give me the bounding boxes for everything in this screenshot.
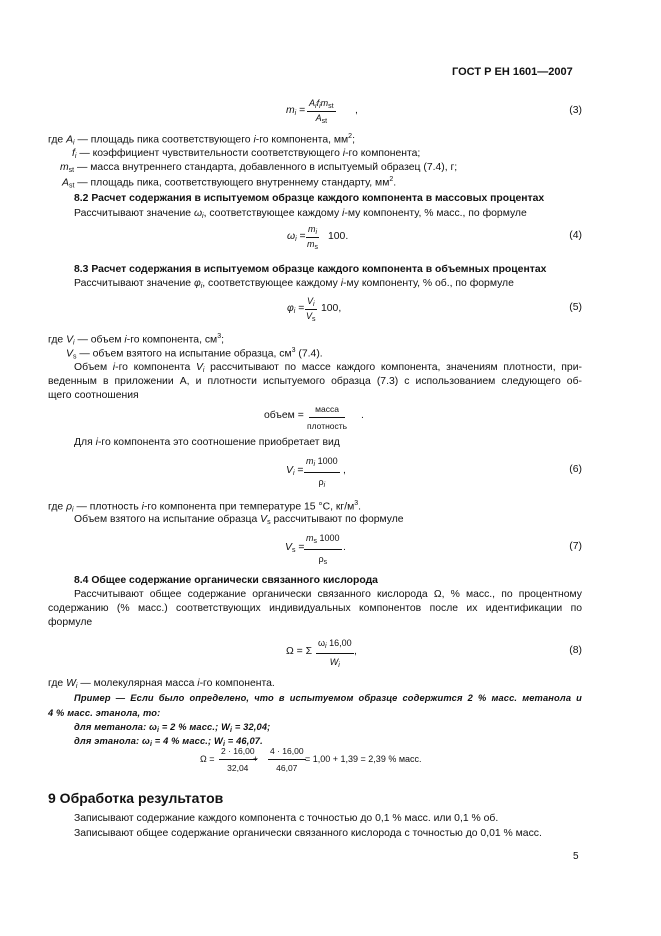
formula-6-number: (6) [569,464,582,475]
formula-4-tail: 100. [328,231,349,242]
formula-8-fraction: $\frac{\omega_i 16,00}{W_i}$ [318,638,352,669]
section-8-2-heading: 8.2 Расчет содержания в испытуемом образце каждого компонента в массовых процентах [74,193,545,204]
example-formula-lhs: Ω = [200,754,215,764]
formula-7-lhs: $V_s$ = [285,542,305,554]
paragraph-line: Для i-го компонента это соотношение приобретает вид [74,437,340,448]
paragraph-line: веденным в приложении А, и плотности испытуемого образца (7.3) с использованием следующего об- [48,376,582,387]
formula-5-tail: 100, [321,303,342,314]
definition-line: где $A_i$ — площадь пика соответствующего i-го компонента, $мм^2$; [48,133,355,147]
formula-3-fraction: $A_if_im_{st}$ $A_{st}$ [309,98,334,125]
volume-relation-lhs: объем = [264,410,304,421]
formula-8-lhs: Ω = Σ [286,646,313,657]
example-fraction-2: $\frac{4 \cdot 16,00}{46,07}$ [270,746,304,773]
paragraph-line: Записывают содержание каждого компонента с точностью до 0,1 % масс. или 0,1 % об. [74,813,499,824]
definition-line: $m_{st}$ — масса внутреннего стандарта, добавленного в испытуемый образец (7.4), г; [60,162,458,174]
formula-7-number: (7) [569,541,582,552]
formula-3-tail: , [355,105,358,116]
definition-line: $f_i$ — коэффициент чувствительности соответствующего i-го компонента; [72,148,421,160]
formula-6-fraction: $\frac{m_i 1000}{\rho_i}$ [306,456,338,489]
paragraph-line: Рассчитывают общее содержание органически связанного кислорода Ω, % масс., по процентному [74,589,582,600]
paragraph-line: Объем i-го компонента $V_i$ рассчитывают по массе каждого компонента, значениям плотности, при- [74,362,582,374]
formula-7-tail: . [343,542,346,553]
definition-line: где $\rho_i$ — плотность i-го компонента при температуре 15 °С, $кг/м^3$. [48,500,362,514]
document-code: ГОСТ Р ЕН 1601—2007 [452,66,573,78]
example-line: для метанола: $\omega_i = 2$ % масс.; $W_i = 32,04$; [74,722,271,734]
definition-line: $V_s$ — объем взятого на испытание образца, $см^3$ (7.4). [66,347,323,361]
formula-3-lhs: $m_i$ = [286,105,306,117]
formula-5-number: (5) [569,302,582,313]
formula-6-tail: , [343,465,346,476]
example-fraction-1: $\frac{2 \cdot 16,00}{32,04}$ [221,746,255,773]
section-8-3-heading: 8.3 Расчет содержания в испытуемом образце каждого компонента в объемных процентах [74,264,547,275]
paragraph-line: Объем взятого на испытание образца $V_s$ рассчитывают по формуле [74,514,404,526]
example-line: Пример — Если было определено, что в испытуемом образце содержится 2 % масс. метанола и [74,693,582,703]
formula-4-fraction: $\frac{m_i}{m_s}$ [307,224,319,251]
formula-4-lhs: $\omega_i$ = [287,231,306,243]
formula-8-number: (8) [569,645,582,656]
example-result: = 1,00 + 1,39 = 2,39 % масс. [305,754,422,764]
definition-line: $A_{st}$ — площадь пика, соответствующего внутреннему стандарту, $мм^2$. [62,176,397,190]
example-line: для этанола: $\omega_i = 4$ % масс.; $W_i = 46,07$. [74,736,263,748]
section-9-heading: 9 Обработка результатов [48,790,224,806]
paragraph-line: формуле [48,617,93,628]
formula-7-fraction: $\frac{m_s 1000}{\rho_s}$ [306,533,340,566]
paragraph-line: Записывают общее содержание органически связанного кислорода с точностью до 0,01 % масс. [74,828,542,839]
formula-8-tail: , [354,646,357,657]
paragraph-line: щего соотношения [48,390,139,401]
definition-line: где $W_i$ — молекулярная масса i-го компонента. [48,678,275,690]
section-8-2-text: Рассчитывают значение $\omega_i$, соответствующее каждому i-му компоненту, % масс., по формуле [74,208,527,220]
definition-line: где $V_i$ — объем i-го компонента, $см^3$; [48,333,224,347]
formula-5-lhs: $\varphi_i$ = [287,303,305,315]
formula-4-number: (4) [569,230,582,241]
section-8-3-text: Рассчитывают значение $\varphi_i$, соответствующее каждому i-му компоненту, % об., по формуле [74,278,514,290]
formula-3-number: (3) [569,105,582,116]
formula-5-fraction: $\frac{V_i}{V_s}$ [306,296,316,323]
volume-relation-fraction: масса плотность [307,404,348,431]
paragraph-line: содержанию (% масс.) соответствующих индивидуальных компонентов после их идентификации по [48,603,582,614]
section-8-4-heading: 8.4 Общее содержание органически связанного кислорода [74,575,378,586]
volume-relation-tail: . [361,410,364,421]
formula-6-lhs: $V_i$ = [286,465,304,477]
example-plus: + [253,754,259,764]
example-line: 4 % масс. этанола, то: [48,708,161,718]
page-number: 5 [573,851,579,862]
